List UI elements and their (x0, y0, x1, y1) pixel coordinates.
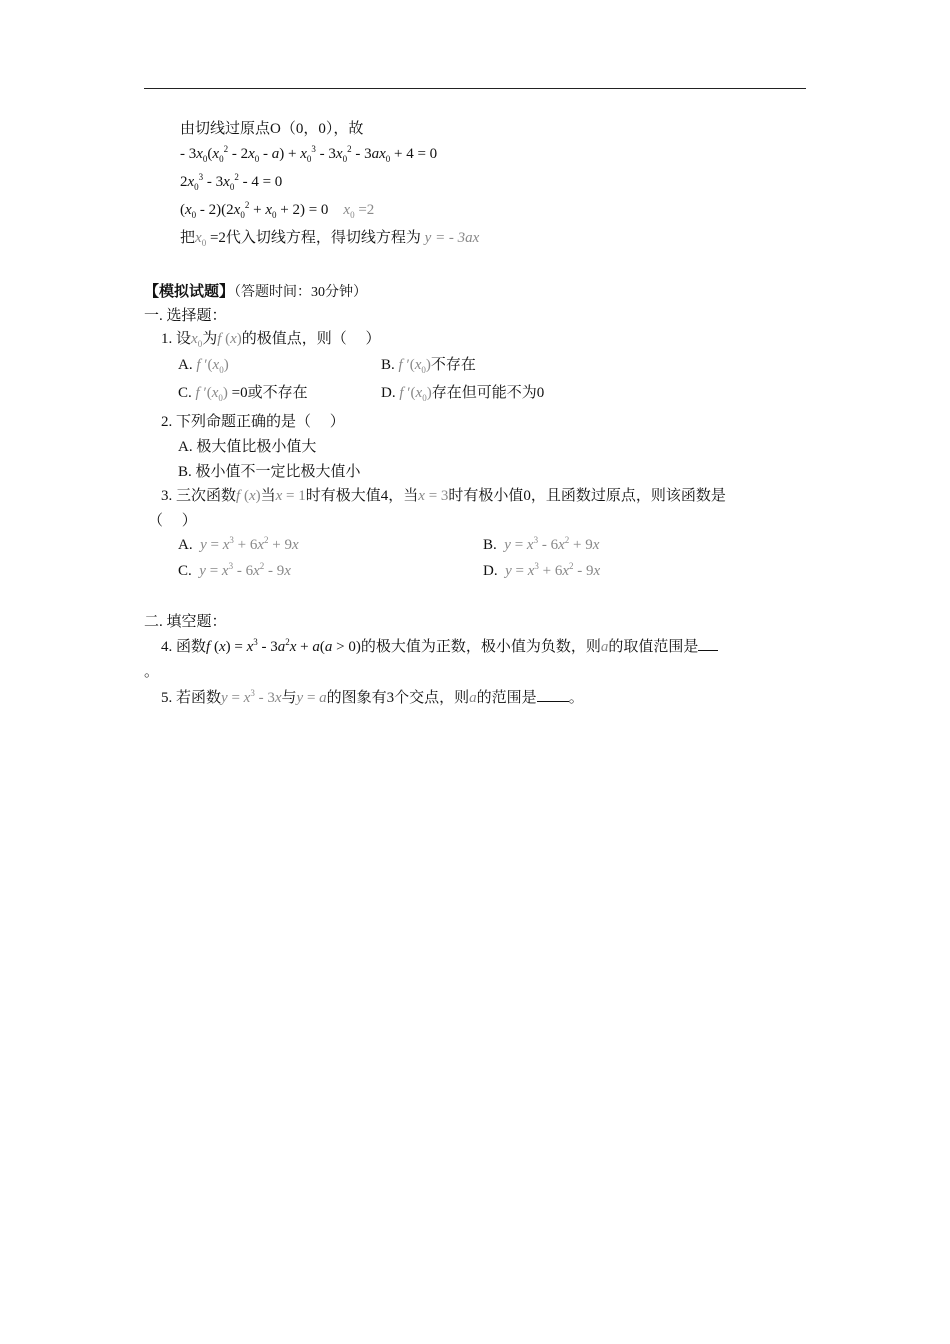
q4-part3: 的取值范围是 (608, 639, 699, 655)
q3-part3: 时有极大值4，当 (305, 488, 419, 504)
q1-option-d-text: 存在但可能不为0 (431, 385, 545, 401)
header-rule (144, 88, 806, 89)
section-title-line (144, 281, 367, 303)
q1-option-b-text: 不存在 (430, 357, 476, 373)
q5-part4: 的范围是 (476, 690, 537, 706)
solution-equation-3: $(x_0 - 2)(2x_0^2 + x_0 + 2) = 0$ $x_0 =2$ (180, 200, 375, 220)
q3-option-b: B. $y = x^3 - 6x^2 + 9x$ (483, 535, 600, 553)
solution-equation-2: $2x_0^3 - 3x_0^2 - 4 = 0$ (180, 172, 283, 192)
section-title: 【模拟试题】 (144, 282, 235, 300)
q3-option-b-label: B. (483, 537, 497, 553)
solution-line-1: 由切线过原点O（0，0），故 (180, 121, 364, 137)
q1-number: 1. 设 (161, 331, 192, 347)
q5-end: 。 (568, 690, 584, 706)
q3-option-c: C. $y = x^3 - 6x^2 - 9x$ (178, 561, 291, 579)
question-2-stem: 2. 下列命题正确的是（ ） (161, 414, 345, 430)
q5-answer-blank[interactable] (537, 687, 569, 702)
q3-number: 3. 三次函数 (161, 488, 237, 504)
q3-option-c-label: C. (178, 563, 192, 579)
tangent-line-equation: y = - 3ax (424, 230, 480, 246)
q1-option-c: C. f $'(x_0) =0$或不存在 (178, 385, 308, 403)
question-1-stem: 1. 设$x_0$为f (x)的极值点，则（ ） (161, 331, 381, 349)
solution-equation-1: - $3x_0(x_0^2 - 2x_0 - a) + x_0^3 - 3x_0^2 - 3ax_0 + 4 = 0$ (180, 144, 438, 164)
solution-x0-value: =2 (358, 202, 375, 218)
q1-option-d-label: D. (381, 385, 396, 401)
q1-mid: 为 (202, 331, 218, 347)
question-3-stem: 3. 三次函数f (x)当x = 1时有极大值4，当x = 3时有极小值0，且函数过原点，则该函数是 (161, 488, 726, 504)
part1-heading: 一. 选择题： (144, 308, 227, 324)
q4-answer-blank[interactable] (698, 636, 718, 651)
q5-number: 5. 若函数 (161, 690, 222, 706)
q3-option-a: A. $y = x^3 + 6x^2 + 9x$ (178, 535, 299, 553)
section-time-note: （答题时间：30分钟） (234, 285, 368, 300)
q5-part2: 与 (281, 690, 297, 706)
q1-option-c-label: C. (178, 385, 192, 401)
q1-option-a: A. f $'(x_0)$ (178, 357, 229, 375)
q2-option-a: A. 极大值比极小值大 (178, 439, 317, 455)
q3-option-d-label: D. (483, 563, 498, 579)
q3-option-a-label: A. (178, 537, 193, 553)
q1-option-c-text: =0或不存在 (231, 385, 308, 401)
q3-continuation: （ ） (148, 513, 197, 529)
q3-option-d: D. $y = x^3 + 6x^2 - 9x$ (483, 561, 601, 579)
q3-part4: 时有极小值0，且函数过原点，则该函数是 (448, 488, 726, 504)
q5-part3: 的图象有3个交点，则 (326, 690, 470, 706)
q3-part2: 当 (260, 488, 276, 504)
q4-end: 。 (144, 664, 160, 680)
q2-option-b: B. 极小值不一定比极大值小 (178, 464, 361, 480)
q4-part2: 的极大值为正数，极小值为负数，则 (360, 639, 601, 655)
q1-option-d: D. f $'(x_0)$存在但可能不为0 (381, 385, 545, 403)
part2-heading: 二. 填空题： (144, 614, 227, 630)
solution-line5-prefix: 把 (180, 230, 196, 246)
q1-option-a-label: A. (178, 357, 193, 373)
q4-number: 4. 函数 (161, 639, 207, 655)
q1-option-b-label: B. (381, 357, 395, 373)
question-5-stem: 5. 若函数$y = x^3 - 3x$与y = a的图象有3个交点，则a的范围是 。 (161, 688, 584, 706)
question-4-stem: 4. 函数f $(x) = x^3 - 3a^2x + a(a > 0)$的极大值为正数，极小值为负数，则a的取值范围是 (161, 636, 718, 657)
solution-line5-middle: =2代入切线方程，得切线方程为 (209, 230, 421, 246)
q1-post: 的极值点，则（ ） (241, 331, 381, 347)
solution-line-5: 把$x_0 =2$代入切线方程，得切线方程为 y = - 3ax (180, 230, 480, 248)
q1-option-b: B. f $'(x_0)$不存在 (381, 357, 476, 375)
